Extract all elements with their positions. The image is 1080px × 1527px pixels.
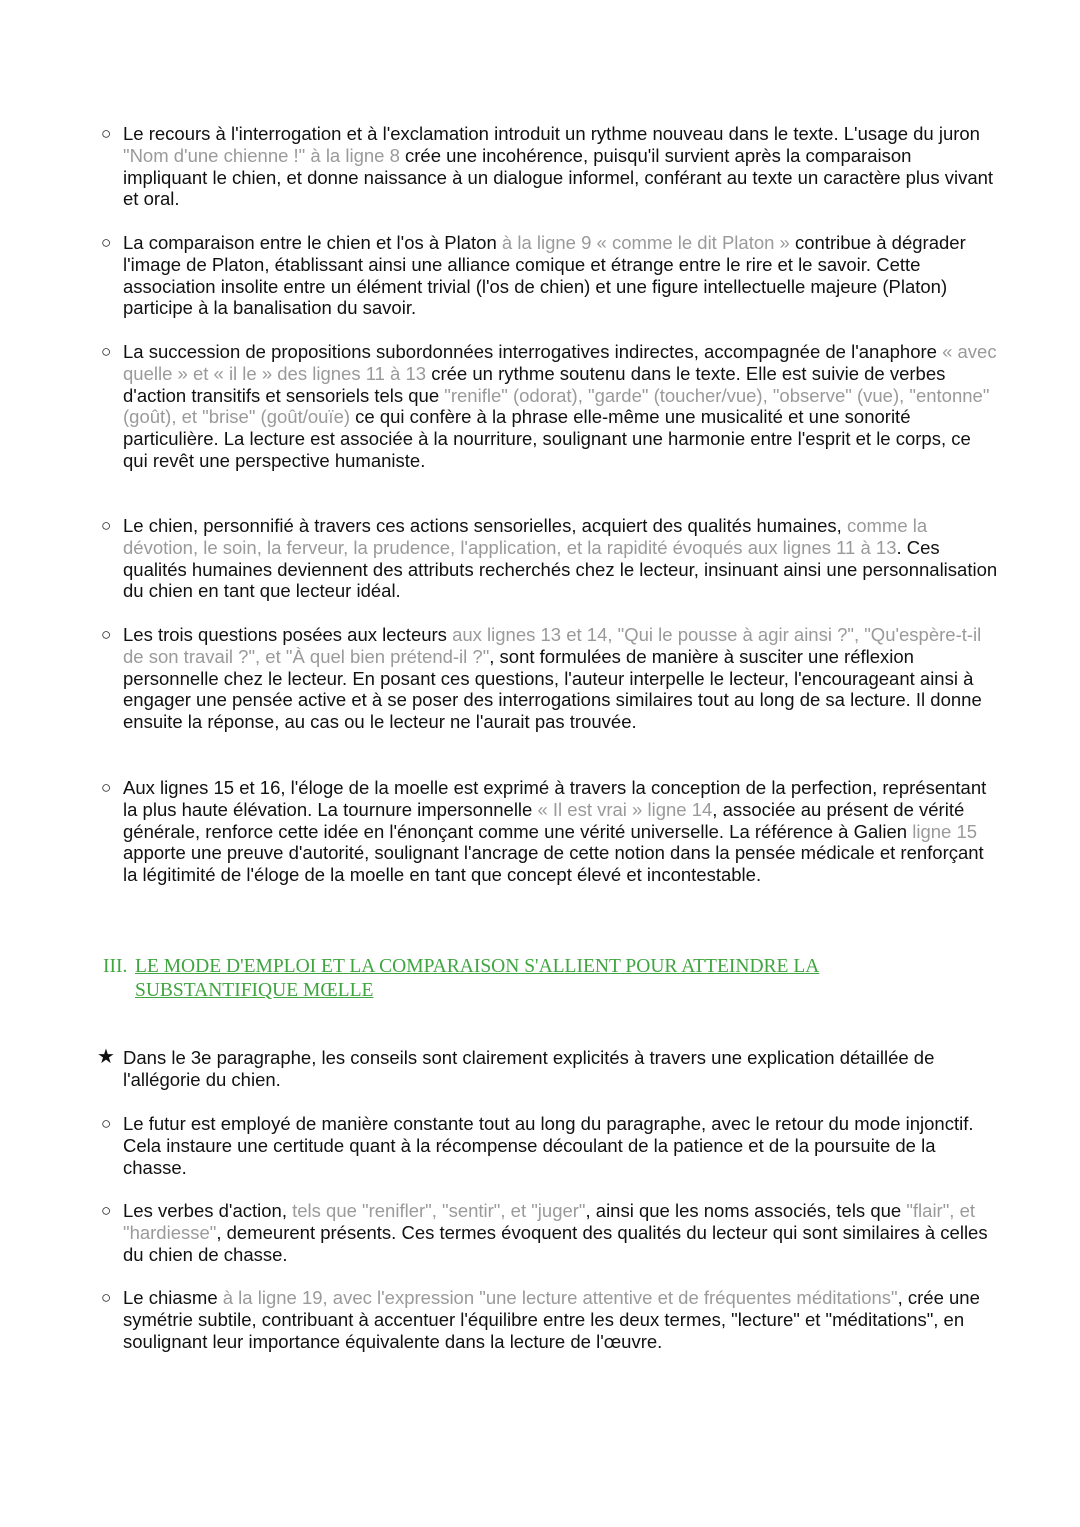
text-segment: Aux lignes 15 et 16, l'éloge de la moelle est exprimé à travers la conception de la perfection, représentant la plus haute élévation. La tournure impersonnelle bbox=[123, 777, 987, 820]
quote-segment: tels que "renifler", "sentir", et "juger" bbox=[292, 1200, 586, 1221]
star-icon: ★ bbox=[97, 1046, 115, 1068]
bullet-juron bbox=[101, 123, 998, 210]
bullet-chiasme bbox=[101, 1287, 998, 1352]
text-segment: Le chiasme bbox=[123, 1287, 223, 1308]
text-segment: contribue à dégrader l'image de Platon, établissant ainsi une alliance comique et étrange entre le rire et le savoir. Cette association insolite entre un élément trivial (l'os de chien) et une figure intellectuelle majeure (Platon) participe à la banalisation du savoir. bbox=[123, 232, 966, 319]
hollow-bullet-icon: ○ bbox=[101, 233, 112, 252]
bullet-conseils bbox=[97, 1046, 998, 1091]
text-segment: , demeurent présents. Ces termes évoquent des qualités du lecteur qui sont similaires à celles du chien de chasse. bbox=[123, 1221, 988, 1265]
bullet-platon bbox=[101, 232, 998, 319]
hollow-bullet-icon: ○ bbox=[101, 625, 112, 644]
section-heading bbox=[103, 955, 983, 1003]
text-segment: Les verbes d'action, bbox=[123, 1200, 293, 1221]
bullet-questions bbox=[101, 624, 998, 733]
text-segment: La succession de propositions subordonnées interrogatives indirectes, accompagnée de l'anaphore bbox=[123, 341, 943, 362]
text-segment: Le futur est employé de manière constante tout au long du paragraphe, avec le retour du mode injonctif. Cela instaure une certitude quant à la récompense découlant de la patience et de la poursuite de la chasse. bbox=[123, 1113, 974, 1178]
quote-segment: comme la dévotion, le soin, la ferveur, la prudence, l'application, et la rapidité évoqués aux lignes 11 à 13 bbox=[123, 515, 928, 558]
quote-segment: "Nom d'une chienne !" à la ligne 8 bbox=[123, 144, 400, 166]
text-segment: , ainsi que les noms associés, tels que bbox=[585, 1200, 907, 1221]
quote-segment: « avec quelle » et « il le » des lignes 11 à 13 bbox=[123, 341, 997, 384]
text-segment: Le chien, personnifié à travers ces actions sensorielles, acquiert des qualités humaines, bbox=[123, 515, 847, 536]
text-segment: ce qui confère à la phrase elle-même une musicalité et une sonorité particulière. La lecture est associée à la nourriture, soulignant une harmonie entre l'esprit et le corps, ce qui revêt une perspective humaniste. bbox=[123, 406, 971, 471]
text-segment: La comparaison entre le chien et l'os à Platon bbox=[123, 232, 502, 253]
hollow-bullet-icon: ○ bbox=[101, 1114, 112, 1133]
hollow-bullet-icon: ○ bbox=[101, 778, 112, 797]
text-segment: Les trois questions posées aux lecteurs bbox=[123, 624, 453, 645]
quote-segment: "renifle" (odorat), "garde" (toucher/vue), "observe" (vue), "entonne" (goût), et "brise" (goût/ouïe) bbox=[123, 384, 990, 428]
quote-segment: aux lignes 13 et 14, "Qui le pousse à agir ainsi ?", "Qu'espère-t-il de son travail ?", et "À quel bien prétend-il ?" bbox=[123, 624, 982, 667]
bullet-personnification bbox=[101, 515, 998, 602]
text-segment: Dans le 3e paragraphe, les conseils sont clairement explicités à travers une explication détaillée de l'allégorie du chien. bbox=[123, 1047, 935, 1090]
text-segment: , crée une symétrie subtile, contribuant à accentuer l'équilibre entre les deux termes, "lecture" et "méditations", en soulignant leur importance équivalente dans la lecture de l'œuvre. bbox=[123, 1287, 980, 1352]
hollow-bullet-icon: ○ bbox=[101, 516, 112, 535]
bullet-moelle bbox=[101, 777, 998, 886]
section-number: III. bbox=[103, 956, 128, 977]
quote-segment: "flair", et "hardiesse" bbox=[123, 1200, 975, 1243]
text-segment: , sont formulées de manière à susciter une réflexion personnelle chez le lecteur. En posant ces questions, l'auteur interpelle le lecteur, l'encourageant ainsi à engager une pensée active et à se poser des interrogations similaires tout au long de sa lecture. Il donne ensuite la réponse, au cas ou le lecteur ne l'aurait pas trouvée. bbox=[123, 645, 982, 733]
text-segment: . Ces qualités humaines deviennent des attributs recherchés chez le lecteur, insinuant ainsi une personnalisation du chien en tant que lecteur idéal. bbox=[123, 536, 998, 602]
hollow-bullet-icon: ○ bbox=[101, 124, 112, 143]
quote-segment: à la ligne 19, avec l'expression "une lecture attentive et de fréquentes méditations" bbox=[222, 1287, 898, 1308]
text-segment: crée un rythme soutenu dans le texte. Elle est suivie de verbes d'action transitifs et sensoriels tels que bbox=[123, 362, 946, 406]
quote-segment: ligne 15 bbox=[912, 820, 978, 842]
text-segment: crée une incohérence, puisqu'il survient après la comparaison impliquant le chien, et donne naissance à un dialogue informel, conférant au texte un caractère plus vivant et oral. bbox=[123, 144, 994, 210]
text-segment: , associée au présent de vérité générale, renforce cette idée en l'énonçant comme une vérité universelle. La référence à Galien bbox=[123, 798, 965, 842]
hollow-bullet-icon: ○ bbox=[101, 342, 112, 361]
quote-segment: à la ligne 9 « comme le dit Platon » bbox=[501, 232, 790, 253]
bullet-anaphore bbox=[101, 341, 998, 472]
bullet-futur bbox=[101, 1113, 998, 1178]
section-title: LE MODE D'EMPLOI ET LA COMPARAISON S'ALLIENT POUR ATTEINDRE LA SUBSTANTIFIQUE MŒLLE bbox=[135, 956, 820, 1001]
hollow-bullet-icon: ○ bbox=[101, 1288, 112, 1307]
text-segment: Le recours à l'interrogation et à l'exclamation introduit un rythme nouveau dans le texte. L'usage du juron bbox=[123, 123, 980, 144]
quote-segment: « Il est vrai » ligne 14 bbox=[537, 798, 713, 820]
hollow-bullet-icon: ○ bbox=[101, 1201, 112, 1220]
bullet-verbes bbox=[101, 1200, 998, 1265]
text-segment: apporte une preuve d'autorité, soulignant l'ancrage de cette notion dans la pensée médicale et renforçant la légitimité de l'éloge de la moelle en tant que concept élevé et incontestable. bbox=[123, 842, 984, 886]
